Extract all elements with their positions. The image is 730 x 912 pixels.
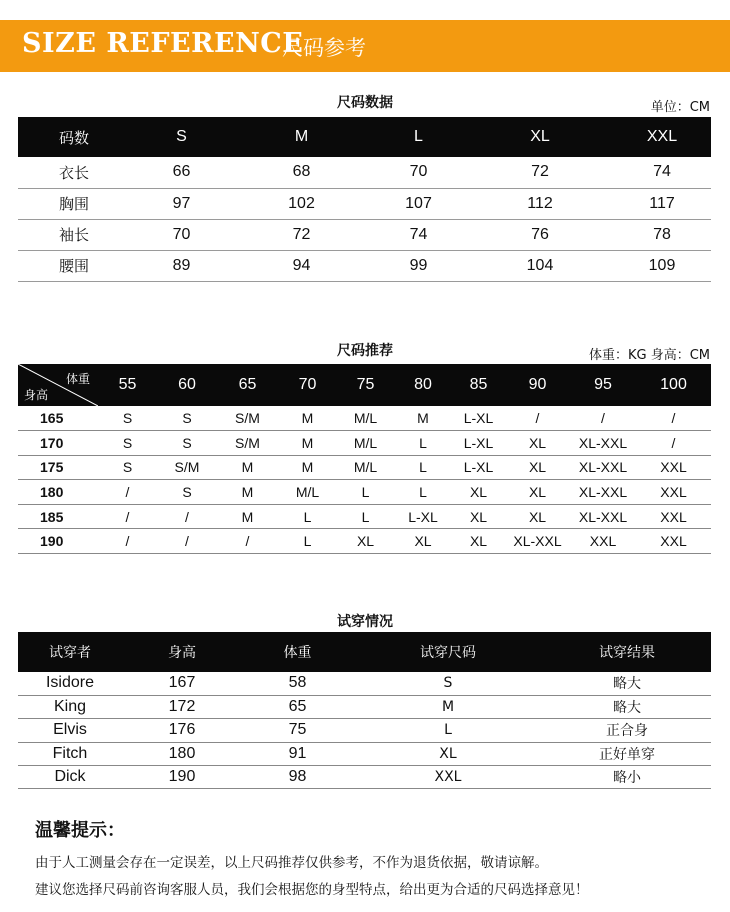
size-cell: S	[157, 431, 217, 456]
header-cell: 试穿结果	[599, 645, 655, 661]
weight-header: 100	[660, 376, 687, 393]
table-cell: 74	[370, 219, 467, 250]
fitting-table	[18, 632, 711, 789]
table-cell: XL	[353, 742, 543, 765]
size-cell: XXL	[636, 529, 711, 554]
table-cell: 167	[122, 672, 242, 695]
size-cell: XL	[505, 480, 570, 505]
table-cell: 76	[467, 219, 613, 250]
table-cell: M	[353, 695, 543, 718]
size-cell: L	[278, 529, 337, 554]
banner-title-en: SIZE REFERENCE	[22, 28, 304, 59]
table-cell: 109	[613, 250, 711, 281]
header-cell: M	[294, 128, 309, 145]
table-cell: 190	[122, 766, 242, 789]
header-cell: XXL	[646, 128, 678, 145]
tester-name: Dick	[18, 766, 122, 789]
table-cell: 72	[233, 219, 370, 250]
fitting-header-row	[18, 632, 711, 672]
table-cell: 180	[122, 742, 242, 765]
size-cell: L-XL	[452, 455, 505, 480]
header-cell: 身高	[168, 645, 196, 661]
size-cell: /	[636, 406, 711, 431]
table-cell: 70	[130, 219, 233, 250]
table-cell: 58	[242, 672, 353, 695]
size-cell: XL	[505, 455, 570, 480]
weight-header: 70	[298, 376, 317, 393]
size-cell: XXL	[636, 480, 711, 505]
size-cell: XL	[452, 480, 505, 505]
corner-cell	[18, 364, 98, 406]
weight-header: 55	[118, 376, 137, 393]
size-cell: XL	[394, 529, 452, 554]
recommend-title: 尺码推荐	[337, 343, 393, 359]
table-row	[18, 766, 711, 789]
size-cell: M	[217, 480, 278, 505]
corner-weight-label: 体重	[65, 372, 90, 386]
size-data-table	[18, 117, 711, 282]
size-cell: S	[157, 406, 217, 431]
size-cell: S	[98, 431, 157, 456]
size-data-title: 尺码数据	[337, 95, 393, 111]
recommend-table	[18, 364, 711, 554]
tips-line: 由于人工测量会存在一定误差，以上尺码推荐仅供参考，不作为退货依据，敬请谅解。	[35, 855, 548, 871]
header-cell: 体重	[283, 645, 312, 661]
size-reference-banner	[0, 20, 730, 72]
size-cell: /	[157, 504, 217, 529]
size-cell: L	[394, 431, 452, 456]
height-label: 190	[18, 529, 98, 554]
table-row	[18, 480, 711, 505]
size-cell: M	[217, 455, 278, 480]
size-cell: L-XL	[394, 504, 452, 529]
size-cell: /	[98, 504, 157, 529]
height-label: 165	[18, 406, 98, 431]
row-label: 衣长	[18, 157, 130, 188]
size-cell: S	[157, 480, 217, 505]
table-cell: XXL	[353, 766, 543, 789]
table-row	[18, 219, 711, 250]
tips-title: 温馨提示：	[35, 820, 125, 841]
table-cell: S	[353, 672, 543, 695]
size-cell: L-XL	[452, 431, 505, 456]
table-cell: 略大	[543, 672, 711, 695]
table-cell: 107	[370, 188, 467, 219]
table-cell: 99	[370, 250, 467, 281]
header-cell: XL	[530, 128, 550, 145]
size-cell: /	[98, 529, 157, 554]
table-cell: 91	[242, 742, 353, 765]
header-cell: 试穿尺码	[420, 645, 476, 661]
table-cell: 略小	[543, 766, 711, 789]
size-cell: /	[217, 529, 278, 554]
table-row	[18, 188, 711, 219]
table-cell: 正好单穿	[543, 742, 711, 765]
table-cell: 176	[122, 719, 242, 742]
size-cell: XL	[337, 529, 394, 554]
size-cell: M	[278, 431, 337, 456]
size-cell: XL-XXL	[570, 431, 636, 456]
size-cell: L-XL	[452, 406, 505, 431]
size-cell: XXL	[636, 455, 711, 480]
size-cell: L	[337, 480, 394, 505]
size-cell: M/L	[337, 406, 394, 431]
table-row	[18, 504, 711, 529]
size-cell: S/M	[157, 455, 217, 480]
table-cell: 117	[613, 188, 711, 219]
table-row	[18, 157, 711, 188]
table-cell: 略大	[543, 695, 711, 718]
size-cell: M	[278, 406, 337, 431]
table-cell: 89	[130, 250, 233, 281]
corner-height-label: 身高	[24, 388, 49, 402]
header-cell: L	[414, 128, 423, 145]
table-row	[18, 672, 711, 695]
table-cell: 104	[467, 250, 613, 281]
size-cell: M/L	[278, 480, 337, 505]
size-cell: XL-XXL	[570, 480, 636, 505]
recommend-unit: 体重：KG 身高：CM	[588, 348, 710, 363]
fitting-title: 试穿情况	[337, 614, 393, 630]
size-cell: /	[570, 406, 636, 431]
size-cell: M/L	[337, 455, 394, 480]
height-label: 175	[18, 455, 98, 480]
header-cell: 码数	[58, 128, 89, 147]
tester-name: King	[18, 695, 122, 718]
weight-header: 75	[356, 376, 375, 393]
weight-header: 80	[414, 376, 432, 393]
table-row	[18, 250, 711, 281]
weight-header: 65	[238, 376, 257, 393]
table-cell: 97	[130, 188, 233, 219]
table-row	[18, 695, 711, 718]
weight-header: 85	[469, 376, 488, 393]
recommend-header-row	[18, 364, 711, 406]
table-row	[18, 529, 711, 554]
table-row	[18, 406, 711, 431]
size-cell: XXL	[570, 529, 636, 554]
size-cell: L	[278, 504, 337, 529]
size-cell: /	[505, 406, 570, 431]
size-cell: L	[394, 480, 452, 505]
table-cell: 68	[233, 157, 370, 188]
banner-title-cn: 尺码参考	[282, 36, 366, 60]
header-cell: S	[176, 128, 187, 145]
row-label: 腰围	[18, 250, 130, 281]
tester-name: Elvis	[18, 719, 122, 742]
size-cell: S	[98, 406, 157, 431]
row-label: 袖长	[18, 219, 130, 250]
header-cell: 试穿者	[49, 645, 91, 661]
size-cell: L	[394, 455, 452, 480]
size-cell: /	[636, 431, 711, 456]
table-cell: 98	[242, 766, 353, 789]
table-cell: 112	[467, 188, 613, 219]
size-cell: XL-XXL	[505, 529, 570, 554]
size-cell: XL	[505, 431, 570, 456]
size-cell: XL-XXL	[570, 504, 636, 529]
size-cell: M	[278, 455, 337, 480]
size-data-unit: 单位：CM	[650, 100, 710, 115]
table-cell: 94	[233, 250, 370, 281]
height-label: 185	[18, 504, 98, 529]
weight-header: 90	[528, 376, 547, 393]
table-cell: 75	[242, 719, 353, 742]
table-cell: 66	[130, 157, 233, 188]
table-cell: 正合身	[543, 719, 711, 742]
table-cell: 172	[122, 695, 242, 718]
tester-name: Isidore	[18, 672, 122, 695]
weight-header: 95	[594, 376, 612, 393]
size-cell: XL	[452, 504, 505, 529]
size-cell: /	[98, 480, 157, 505]
size-cell: S/M	[217, 406, 278, 431]
table-cell: 74	[613, 157, 711, 188]
size-cell: S	[98, 455, 157, 480]
size-cell: XXL	[636, 504, 711, 529]
size-cell: XL	[452, 529, 505, 554]
size-cell: XL	[505, 504, 570, 529]
height-label: 180	[18, 480, 98, 505]
table-cell: 78	[613, 219, 711, 250]
size-cell: M	[217, 504, 278, 529]
size-data-header-row	[18, 117, 711, 157]
table-row	[18, 455, 711, 480]
size-cell: /	[157, 529, 217, 554]
size-cell: M/L	[337, 431, 394, 456]
table-cell: 72	[467, 157, 613, 188]
size-cell: S/M	[217, 431, 278, 456]
height-label: 170	[18, 431, 98, 456]
tester-name: Fitch	[18, 742, 122, 765]
tips-line: 建议您选择尺码前咨询客服人员，我们会根据您的身型特点，给出更为合适的尺码选择意见！	[35, 882, 589, 898]
table-cell: 70	[370, 157, 467, 188]
size-cell: XL-XXL	[570, 455, 636, 480]
table-row	[18, 431, 711, 456]
table-cell: L	[353, 719, 543, 742]
weight-header: 60	[178, 376, 196, 393]
size-cell: L	[337, 504, 394, 529]
table-row	[18, 719, 711, 742]
row-label: 胸围	[18, 188, 130, 219]
table-cell: 65	[242, 695, 353, 718]
size-cell: M	[394, 406, 452, 431]
table-row	[18, 742, 711, 765]
table-cell: 102	[233, 188, 370, 219]
